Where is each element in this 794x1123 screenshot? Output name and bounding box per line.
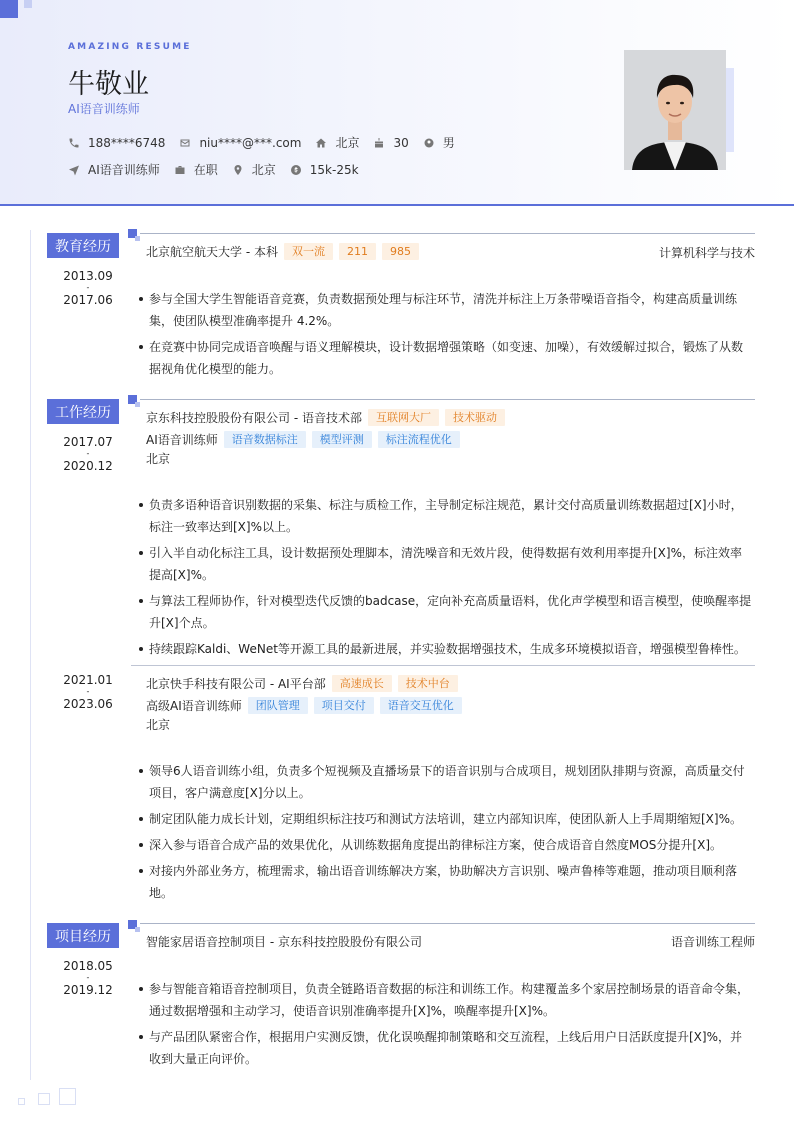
list-item: 深入参与语音合成产品的效果优化，从训练数据角度提出韵律标注方案，使合成语音自然度MOS分提升[X]。	[137, 834, 752, 856]
section-title-projects: 项目经历	[47, 923, 119, 948]
send-icon	[68, 164, 80, 176]
education-dates: 2013.09 - 2017.06	[47, 264, 129, 312]
section-title-education: 教育经历	[47, 233, 119, 258]
work-2-end-date: 2023.06	[63, 697, 113, 711]
project-1-dates: 2018.05 - 2019.12	[47, 954, 129, 1002]
section-title-work: 工作经历	[47, 399, 119, 424]
list-item: 参与智能音箱语音控制项目，负责全链路语音数据的标注和训练工作。构建覆盖多个家居控制场景的语音命令集，通过数据增强和主动学习，使语音识别准确率提升[X]%，唤醒率提升[X]%。	[137, 978, 752, 1022]
education-bullets	[137, 288, 752, 384]
email-info	[179, 136, 301, 150]
target-job: AI语音训练师	[88, 163, 160, 177]
decor-square-medium	[38, 1093, 50, 1105]
work-2-bullets	[137, 760, 752, 908]
cake-icon	[373, 137, 385, 149]
project-1-start-date: 2018.05	[63, 959, 113, 973]
section-divider	[140, 233, 755, 234]
work-1-bullets	[137, 494, 752, 664]
education-school: 北京航空航天大学 - 本科	[146, 245, 278, 259]
email-address: niu****@***.com	[199, 135, 302, 150]
work-1-company-row	[146, 409, 505, 426]
work-1-location: 北京	[146, 452, 171, 466]
section-marker-small-square	[135, 236, 140, 241]
resume-tagline: AMAZING RESUME	[68, 42, 192, 52]
list-item: 引入半自动化标注工具，设计数据预处理脚本，清洗噪音和无效片段，使得数据有效利用率提升[X]%，标注效率提高[X]%。	[137, 542, 752, 586]
education-tag: 211	[339, 243, 376, 260]
target-city: 北京	[251, 163, 276, 177]
phone-info	[68, 136, 165, 150]
role-tag: 模型评测	[312, 431, 372, 448]
target-city-info	[232, 161, 276, 178]
person-portrait-icon	[624, 50, 726, 170]
resume-header	[0, 0, 794, 206]
education-tag: 985	[382, 243, 419, 260]
work-1-role-row	[146, 431, 460, 448]
salary-info	[290, 163, 359, 177]
list-item: 制定团队能力成长计划，定期组织标注技巧和测试方法培训，建立内部知识库，使团队新人上手周期缩短[X]%。	[137, 808, 752, 830]
city: 北京	[335, 136, 360, 150]
project-1-end-date: 2019.12	[63, 983, 113, 997]
gender: 男	[442, 136, 455, 150]
decor-square-small	[18, 1098, 25, 1105]
list-item: 参与全国大学生智能语音竞赛，负责数据预处理与标注环节，清洗并标注上万条带噪语音指令，构建高质量训练集，使团队模型准确率提升 4.2%。	[137, 288, 752, 332]
list-item: 负责多语种语音识别数据的采集、标注与质检工作，主导制定标注规范，累计交付高质量训练数据超过[X]小时，标注一致率达到[X]%以上。	[137, 494, 752, 538]
list-item: 持续跟踪Kaldi、WeNet等开源工具的最新进展，并实验数据增强技术，生成多环境模拟语音，增强模型鲁棒性。	[137, 638, 752, 660]
work-1-role: AI语音训练师	[146, 433, 218, 447]
entry-divider	[131, 665, 755, 666]
briefcase-icon	[174, 164, 186, 176]
target-job-info	[68, 161, 160, 178]
job-intent-row	[68, 161, 373, 178]
education-tag: 双一流	[284, 243, 333, 260]
list-item: 在竞赛中协同完成语音唤醒与语义理解模块，设计数据增强策略（如变速、加噪），有效缓解过拟合，锻炼了从数据视角优化模型的能力。	[137, 336, 752, 380]
company-tag: 技术中台	[398, 675, 458, 692]
candidate-job-title: AI语音训练师	[68, 102, 140, 116]
section-marker-small-square	[135, 402, 140, 407]
location-pin-icon	[232, 164, 244, 176]
work-2-role: 高级AI语音训练师	[146, 699, 242, 713]
section-divider	[140, 399, 755, 400]
contact-info-row	[68, 134, 469, 151]
role-tag: 标注流程优化	[378, 431, 460, 448]
company-tag: 高速成长	[332, 675, 392, 692]
work-2-role-row	[146, 697, 462, 714]
money-icon	[290, 164, 302, 176]
header-corner-square	[0, 0, 18, 18]
work-1-company: 京东科技控股股份有限公司 - 语音技术部	[146, 411, 362, 425]
education-school-row	[146, 243, 419, 260]
project-1-role: 语音训练工程师	[670, 935, 755, 949]
list-item: 与算法工程师协作，针对模型迭代反馈的badcase，定向补充高质量语料，优化声学模型和语言模型，使唤醒率提升[X]个点。	[137, 590, 752, 634]
decor-square-large	[59, 1088, 76, 1105]
work-2-start-date: 2021.01	[63, 673, 113, 687]
phone-icon	[68, 137, 80, 149]
role-tag: 语音交互优化	[380, 697, 462, 714]
phone-number: 188****6748	[88, 135, 166, 150]
work-2-location: 北京	[146, 718, 171, 732]
project-1-bullets	[137, 978, 752, 1074]
work-2-dates: 2021.01 - 2023.06	[47, 668, 129, 716]
education-major: 计算机科学与技术	[658, 246, 755, 260]
work-1-start-date: 2017.07	[63, 435, 113, 449]
timeline-line	[30, 230, 31, 1080]
section-divider	[140, 923, 755, 924]
candidate-name: 牛敬业	[68, 69, 149, 100]
education-start-date: 2013.09	[63, 269, 113, 283]
status-info	[174, 161, 218, 178]
work-2-company-row	[146, 675, 458, 692]
education-end-date: 2017.06	[63, 293, 113, 307]
work-2-company: 北京快手科技有限公司 - AI平台部	[146, 677, 326, 691]
work-1-dates: 2017.07 - 2020.12	[47, 430, 129, 478]
section-marker-small-square	[135, 927, 140, 932]
expected-salary: 15k-25k	[309, 162, 359, 177]
company-tag: 互联网大厂	[368, 409, 439, 426]
profile-photo	[624, 50, 726, 170]
role-tag: 项目交付	[314, 697, 374, 714]
list-item: 对接内外部业务方，梳理需求，输出语音训练解决方案，协助解决方言识别、噪声鲁棒等难题，推动项目顺利落地。	[137, 860, 752, 904]
city-info	[315, 134, 359, 151]
list-item: 领导6人语音训练小组，负责多个短视频及直播场景下的语音识别与合成项目，规划团队排期与资源，高质量交付项目，客户满意度[X]分以上。	[137, 760, 752, 804]
home-icon	[315, 137, 327, 149]
mail-icon	[179, 137, 191, 149]
company-tag: 技术驱动	[445, 409, 505, 426]
list-item: 与产品团队紧密合作，根据用户实测反馈，优化误唤醒抑制策略和交互流程，上线后用户日活跃度提升[X]%，并收到大量正向评价。	[137, 1026, 752, 1070]
work-1-end-date: 2020.12	[63, 459, 113, 473]
role-tag: 团队管理	[248, 697, 308, 714]
gender-icon	[423, 137, 435, 149]
age-info	[373, 136, 408, 150]
gender-info	[423, 134, 455, 151]
role-tag: 语音数据标注	[224, 431, 306, 448]
project-1-name: 智能家居语音控制项目 - 京东科技控股股份有限公司	[146, 935, 422, 949]
employment-status: 在职	[193, 163, 218, 177]
header-corner-small-square	[24, 0, 32, 8]
age: 30	[393, 135, 409, 150]
